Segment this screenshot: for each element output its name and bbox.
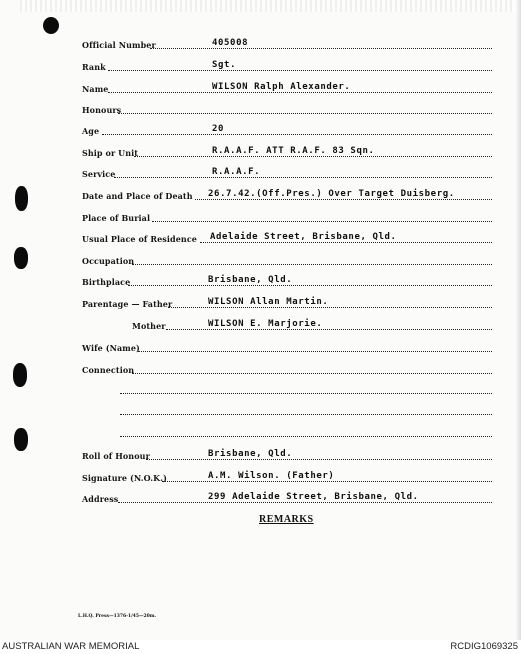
ship-or-unit-value: R.A.A.F. ATT R.A.F. 83 Sqn. — [212, 146, 375, 156]
signature-value: A.M. Wilson. (Father) — [208, 471, 335, 481]
name-label: Name — [82, 84, 109, 94]
dotted-line — [128, 285, 492, 286]
honours-label: Honours — [82, 105, 122, 115]
footer-institution: AUSTRALIAN WAR MEMORIAL — [2, 641, 140, 652]
dotted-line — [132, 373, 492, 374]
roll-of-honour-label: Roll of Honour — [82, 451, 150, 461]
dotted-line — [195, 199, 492, 200]
mother-label: Mother — [132, 321, 166, 331]
ship-or-unit-label: Ship or Unit — [82, 148, 139, 158]
dotted-line — [108, 92, 492, 93]
date-place-death-value: 26.7.42.(Off.Pres.) Over Target Duisberg. — [208, 189, 455, 199]
birthplace-row — [82, 273, 492, 287]
service-value: R.A.A.F. — [212, 167, 261, 177]
birthplace-label: Birthplace — [82, 277, 131, 287]
age-row — [82, 122, 492, 136]
remarks-heading: REMARKS — [259, 514, 314, 525]
signature-label: Signature (N.O.K.) — [82, 473, 167, 483]
punch-hole-icon — [14, 428, 28, 451]
punch-hole-icon — [14, 247, 28, 269]
dotted-line — [132, 264, 492, 265]
dotted-line — [102, 134, 492, 135]
dotted-line — [138, 351, 492, 352]
age-label: Age — [82, 126, 100, 136]
connection-extra-line — [120, 414, 492, 415]
dotted-line — [108, 70, 492, 71]
ship-or-unit-row — [82, 144, 492, 158]
scan-edge-right — [515, 0, 521, 640]
connection-extra-line — [120, 436, 492, 437]
parentage-father-value: WILSON Allan Martin. — [208, 297, 329, 307]
place-of-burial-row — [82, 209, 492, 223]
address-row — [82, 490, 492, 504]
signature-row — [82, 469, 492, 483]
name-value: WILSON Ralph Alexander. — [212, 82, 351, 92]
dotted-line — [168, 307, 492, 308]
wife-label: Wife (Name) — [82, 343, 140, 353]
archive-footer — [0, 640, 521, 654]
dotted-line — [118, 113, 492, 114]
usual-residence-row — [82, 230, 492, 244]
honours-row — [82, 101, 492, 115]
address-value: 299 Adelaide Street, Brisbane, Qld. — [208, 492, 419, 502]
form-reference: L.H.Q. Press—1376-1/45—20m. — [78, 614, 157, 619]
roll-of-honour-row — [82, 447, 492, 461]
dotted-line — [162, 481, 492, 482]
connection-row — [82, 361, 492, 375]
dotted-line — [114, 177, 492, 178]
rank-value: Sgt. — [212, 60, 237, 70]
official-number-label: Official Number — [82, 40, 156, 50]
punch-hole-icon — [43, 17, 59, 34]
occupation-label: Occupation — [82, 256, 135, 266]
punch-hole-icon — [13, 363, 27, 387]
dotted-line — [152, 221, 492, 222]
official-number-value: 405008 — [212, 38, 249, 48]
roll-of-honour-value: Brisbane, Qld. — [208, 449, 293, 459]
place-of-burial-label: Place of Burial — [82, 213, 151, 223]
date-place-death-label: Date and Place of Death — [82, 191, 193, 201]
usual-residence-label: Usual Place of Residence — [82, 234, 197, 244]
footer-record-id: RCDIG1069325 — [450, 641, 518, 652]
address-label: Address — [82, 494, 119, 504]
parentage-father-label: Parentage — Father — [82, 299, 173, 309]
usual-residence-value: Adelaide Street, Brisbane, Qld. — [210, 232, 397, 242]
mother-row — [132, 317, 492, 331]
name-row — [82, 80, 492, 94]
dotted-line — [146, 459, 492, 460]
wife-row — [82, 339, 492, 353]
dotted-line — [166, 329, 492, 330]
rank-row — [82, 58, 492, 72]
parentage-father-row — [82, 295, 492, 309]
dotted-line — [200, 242, 492, 243]
birthplace-value: Brisbane, Qld. — [208, 275, 293, 285]
official-number-row — [82, 36, 492, 50]
service-row — [82, 165, 492, 179]
connection-extra-line — [120, 393, 492, 394]
scan-edge-top — [20, 0, 521, 12]
occupation-row — [82, 252, 492, 266]
rank-label: Rank — [82, 62, 106, 72]
date-place-death-row — [82, 187, 492, 201]
connection-label: Connection — [82, 365, 135, 375]
dotted-line — [118, 502, 492, 503]
dotted-line — [134, 156, 492, 157]
age-value: 20 — [212, 124, 225, 134]
mother-value: WILSON E. Marjorie. — [208, 319, 323, 329]
punch-hole-icon — [15, 186, 28, 211]
dotted-line — [150, 48, 492, 49]
service-label: Service — [82, 169, 116, 179]
